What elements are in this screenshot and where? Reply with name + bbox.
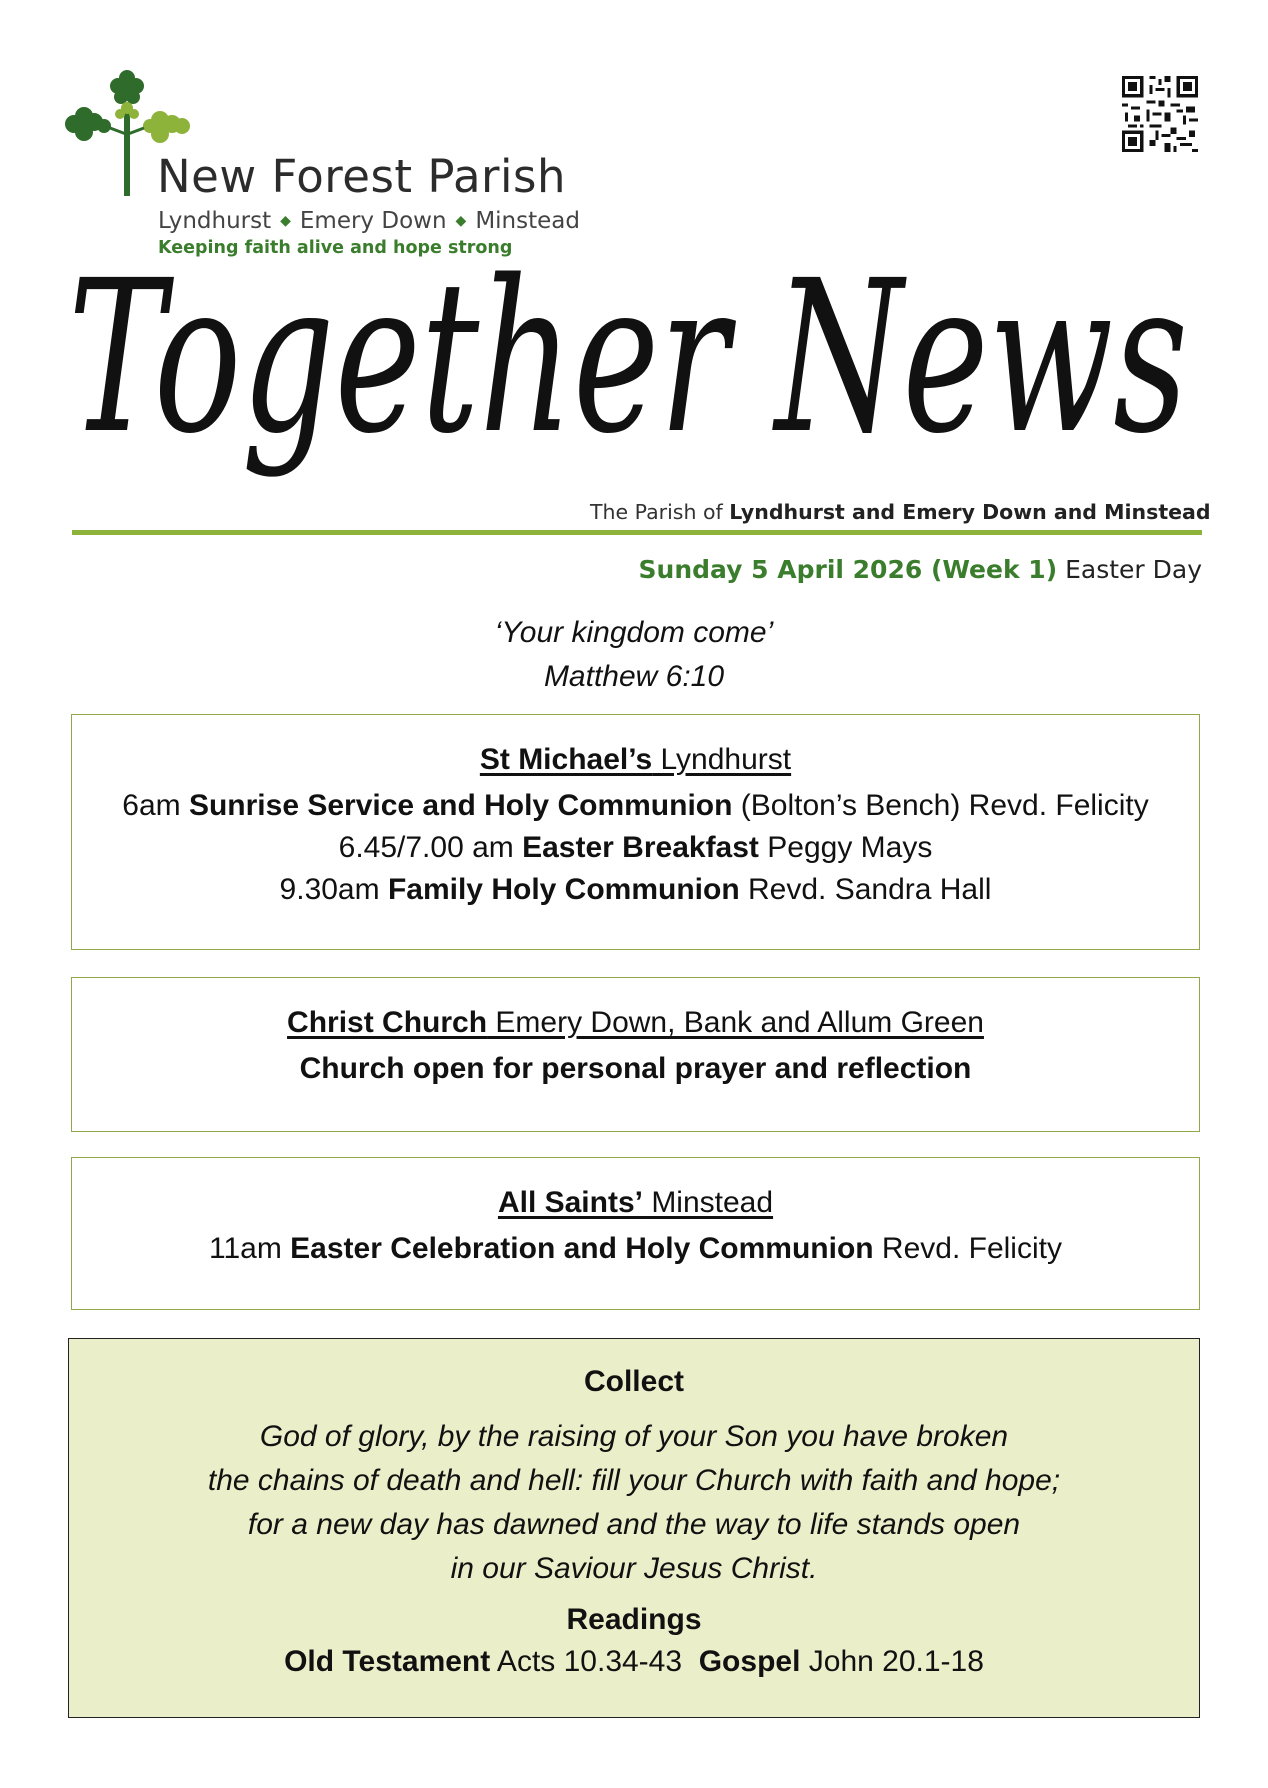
collect-title: Collect (583, 1365, 685, 1398)
christ-church-note: Church open for personal prayer and reflection (299, 1052, 972, 1085)
service-time: 9.30am (279, 873, 388, 906)
service-date: Sunday 5 April 2026 (Week 1) (638, 555, 1058, 584)
service-detail: Revd. Felicity (873, 1232, 1062, 1265)
qr-code-icon[interactable] (1122, 76, 1198, 152)
all-saints-heading (72, 1186, 1199, 1220)
service-name: Sunrise Service and Holy Communion (188, 789, 733, 822)
dateline (560, 555, 1202, 584)
church-place: Minstead (642, 1186, 774, 1219)
masthead-title-text: Together News (68, 235, 1188, 480)
subtitle-prefix: The Parish of (590, 500, 730, 524)
ot-label: Old Testament (284, 1645, 491, 1678)
verse-text: ‘Your kingdom come’ (494, 616, 774, 649)
christ-church-heading (72, 1006, 1199, 1040)
service-line (72, 789, 1199, 823)
header-rule (72, 530, 1202, 535)
all-saints-box (71, 1157, 1200, 1310)
prayer-line: the chains of death and hell: fill your Church with faith and hope; (207, 1464, 1061, 1497)
service-name: Family Holy Communion (387, 873, 740, 906)
gospel-reference: John 20.1-18 (800, 1645, 984, 1678)
collect-box (68, 1338, 1200, 1718)
church-name: Christ Church (287, 1006, 488, 1039)
ot-reference: Acts 10.34-43 (490, 1645, 699, 1678)
service-detail: (Bolton’s Bench) Revd. Felicity (732, 789, 1149, 822)
collect-prayer (69, 1415, 1199, 1591)
church-place: Emery Down, Bank and Allum Green (487, 1006, 984, 1039)
village-minstead: Minstead (475, 208, 580, 234)
service-line (72, 873, 1199, 907)
readings-line (69, 1645, 1199, 1679)
parish-tagline: Keeping faith alive and hope strong (158, 238, 513, 258)
service-detail: Peggy Mays (758, 831, 933, 864)
gospel-label: Gospel (698, 1645, 801, 1678)
st-michaels-heading (72, 743, 1199, 777)
service-time: 6am (122, 789, 189, 822)
christ-church-box (71, 977, 1200, 1132)
church-name: St Michael’s (479, 743, 653, 776)
occasion: Easter Day (1057, 555, 1202, 584)
service-name: Easter Breakfast (522, 831, 759, 864)
service-time: 11am (209, 1232, 291, 1265)
village-emery-down: Emery Down (299, 208, 447, 234)
service-line (72, 1232, 1199, 1266)
readings-title: Readings (566, 1603, 702, 1636)
prayer-line: in our Saviour Jesus Christ. (450, 1552, 818, 1585)
service-name: Easter Celebration and Holy Communion (290, 1232, 874, 1265)
village-lyndhurst: Lyndhurst (158, 208, 272, 234)
church-name: All Saints’ (497, 1186, 643, 1219)
subtitle-parishes: Lyndhurst and Emery Down and Minstead (729, 500, 1211, 524)
service-line (72, 831, 1199, 865)
service-time: 6.45/7.00 am (338, 831, 523, 864)
parish-name: New Forest Parish (157, 150, 567, 203)
st-michaels-box (71, 714, 1200, 950)
diamond-separator-icon: ◆ (280, 213, 291, 229)
diamond-separator-icon: ◆ (455, 213, 467, 229)
subtitle-line (590, 500, 1211, 524)
prayer-line: for a new day has dawned and the way to life stands open (247, 1508, 1021, 1541)
prayer-line: God of glory, by the raising of your Son you have broken (259, 1420, 1009, 1453)
verse-reference: Matthew 6:10 (543, 660, 725, 693)
church-place: Lyndhurst (652, 743, 792, 776)
service-detail: Revd. Sandra Hall (739, 873, 992, 906)
